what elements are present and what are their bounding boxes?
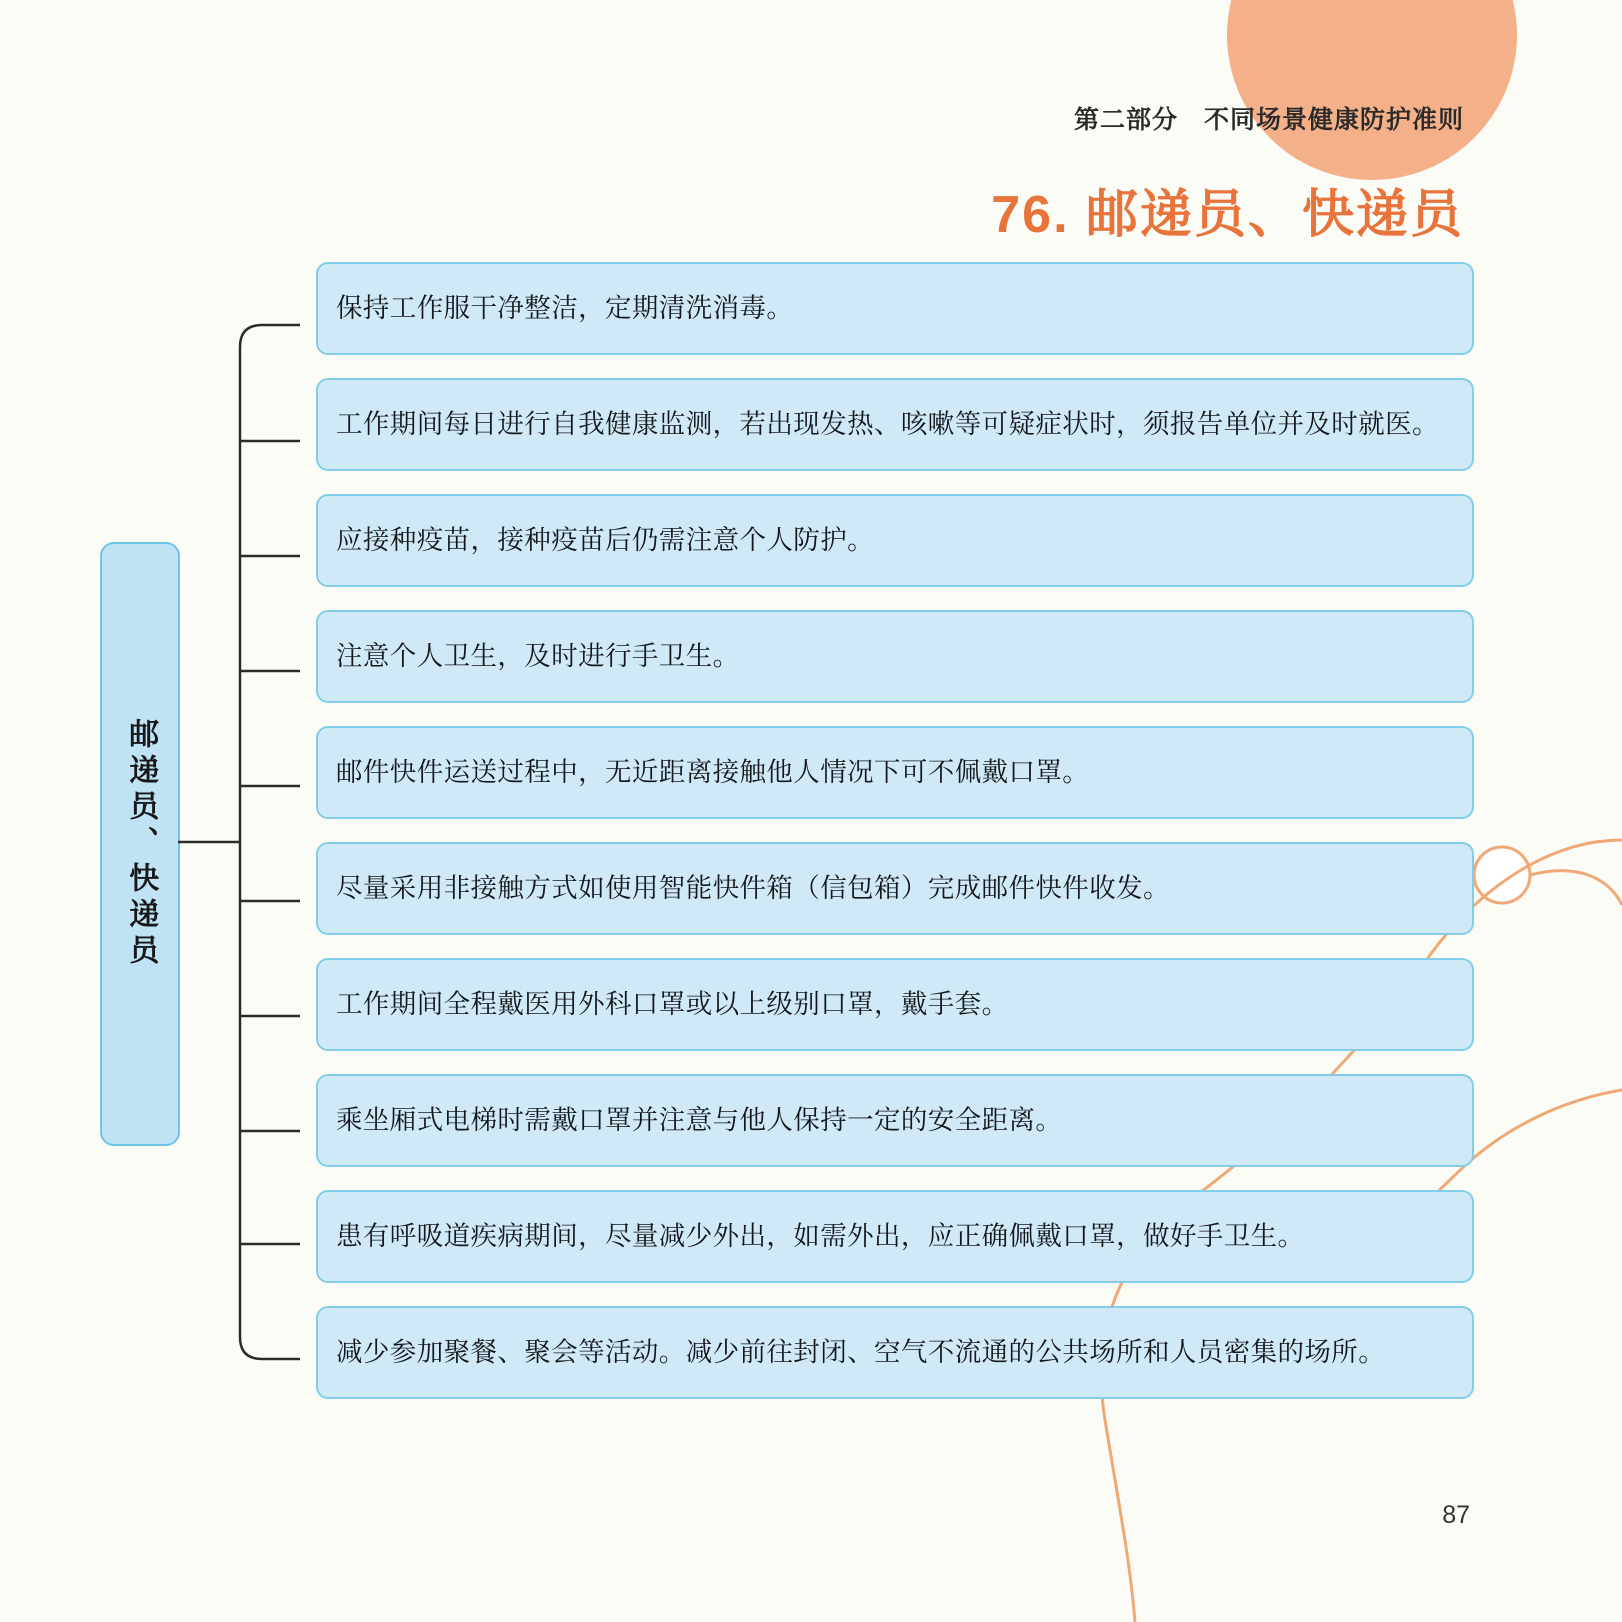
list-item	[316, 378, 1474, 471]
list-item-text: 乘坐厢式电梯时需戴口罩并注意与他人保持一定的安全距离。	[336, 1104, 1063, 1135]
list-item-text: 尽量采用非接触方式如使用智能快件箱（信包箱）完成邮件快件收发。	[336, 872, 1170, 903]
list-item-text: 注意个人卫生，及时进行手卫生。	[336, 640, 740, 671]
list-item	[316, 1306, 1474, 1399]
mindmap-diagram	[0, 262, 1622, 1422]
list-item-text: 应接种疫苗，接种疫苗后仍需注意个人防护。	[336, 524, 874, 555]
breadcrumb	[1074, 100, 1464, 136]
list-item-text: 保持工作服干净整洁，定期清洗消毒。	[336, 292, 794, 323]
list-item-text: 邮件快件运送过程中，无近距离接触他人情况下可不佩戴口罩。	[336, 756, 1090, 787]
breadcrumb-section: 不同场景健康防护准则	[1203, 106, 1464, 134]
root-node-label: 邮递员、快递员	[124, 718, 158, 970]
list-item-text: 工作期间每日进行自我健康监测，若出现发热、咳嗽等可疑症状时，须报告单位并及时就医。	[336, 408, 1439, 439]
list-item	[316, 958, 1474, 1051]
decorative-circle-top	[1227, 0, 1517, 180]
breadcrumb-part: 第二部分	[1073, 106, 1178, 134]
page-title: 76. 邮递员、快递员	[991, 186, 1464, 244]
list-item	[316, 610, 1474, 703]
list-item	[316, 1074, 1474, 1167]
list-item	[316, 1190, 1474, 1283]
list-item	[316, 262, 1474, 355]
list-item	[316, 842, 1474, 935]
list-item-text: 工作期间全程戴医用外科口罩或以上级别口罩，戴手套。	[336, 988, 1009, 1019]
list-item-text: 患有呼吸道疾病期间，尽量减少外出，如需外出，应正确佩戴口罩，做好手卫生。	[336, 1220, 1305, 1251]
list-item-text: 减少参加聚餐、聚会等活动。减少前往封闭、空气不流通的公共场所和人员密集的场所。	[336, 1336, 1386, 1367]
list-item	[316, 494, 1474, 587]
page-number: 87	[1442, 1501, 1470, 1529]
item-list	[316, 262, 1476, 1422]
list-item	[316, 726, 1474, 819]
